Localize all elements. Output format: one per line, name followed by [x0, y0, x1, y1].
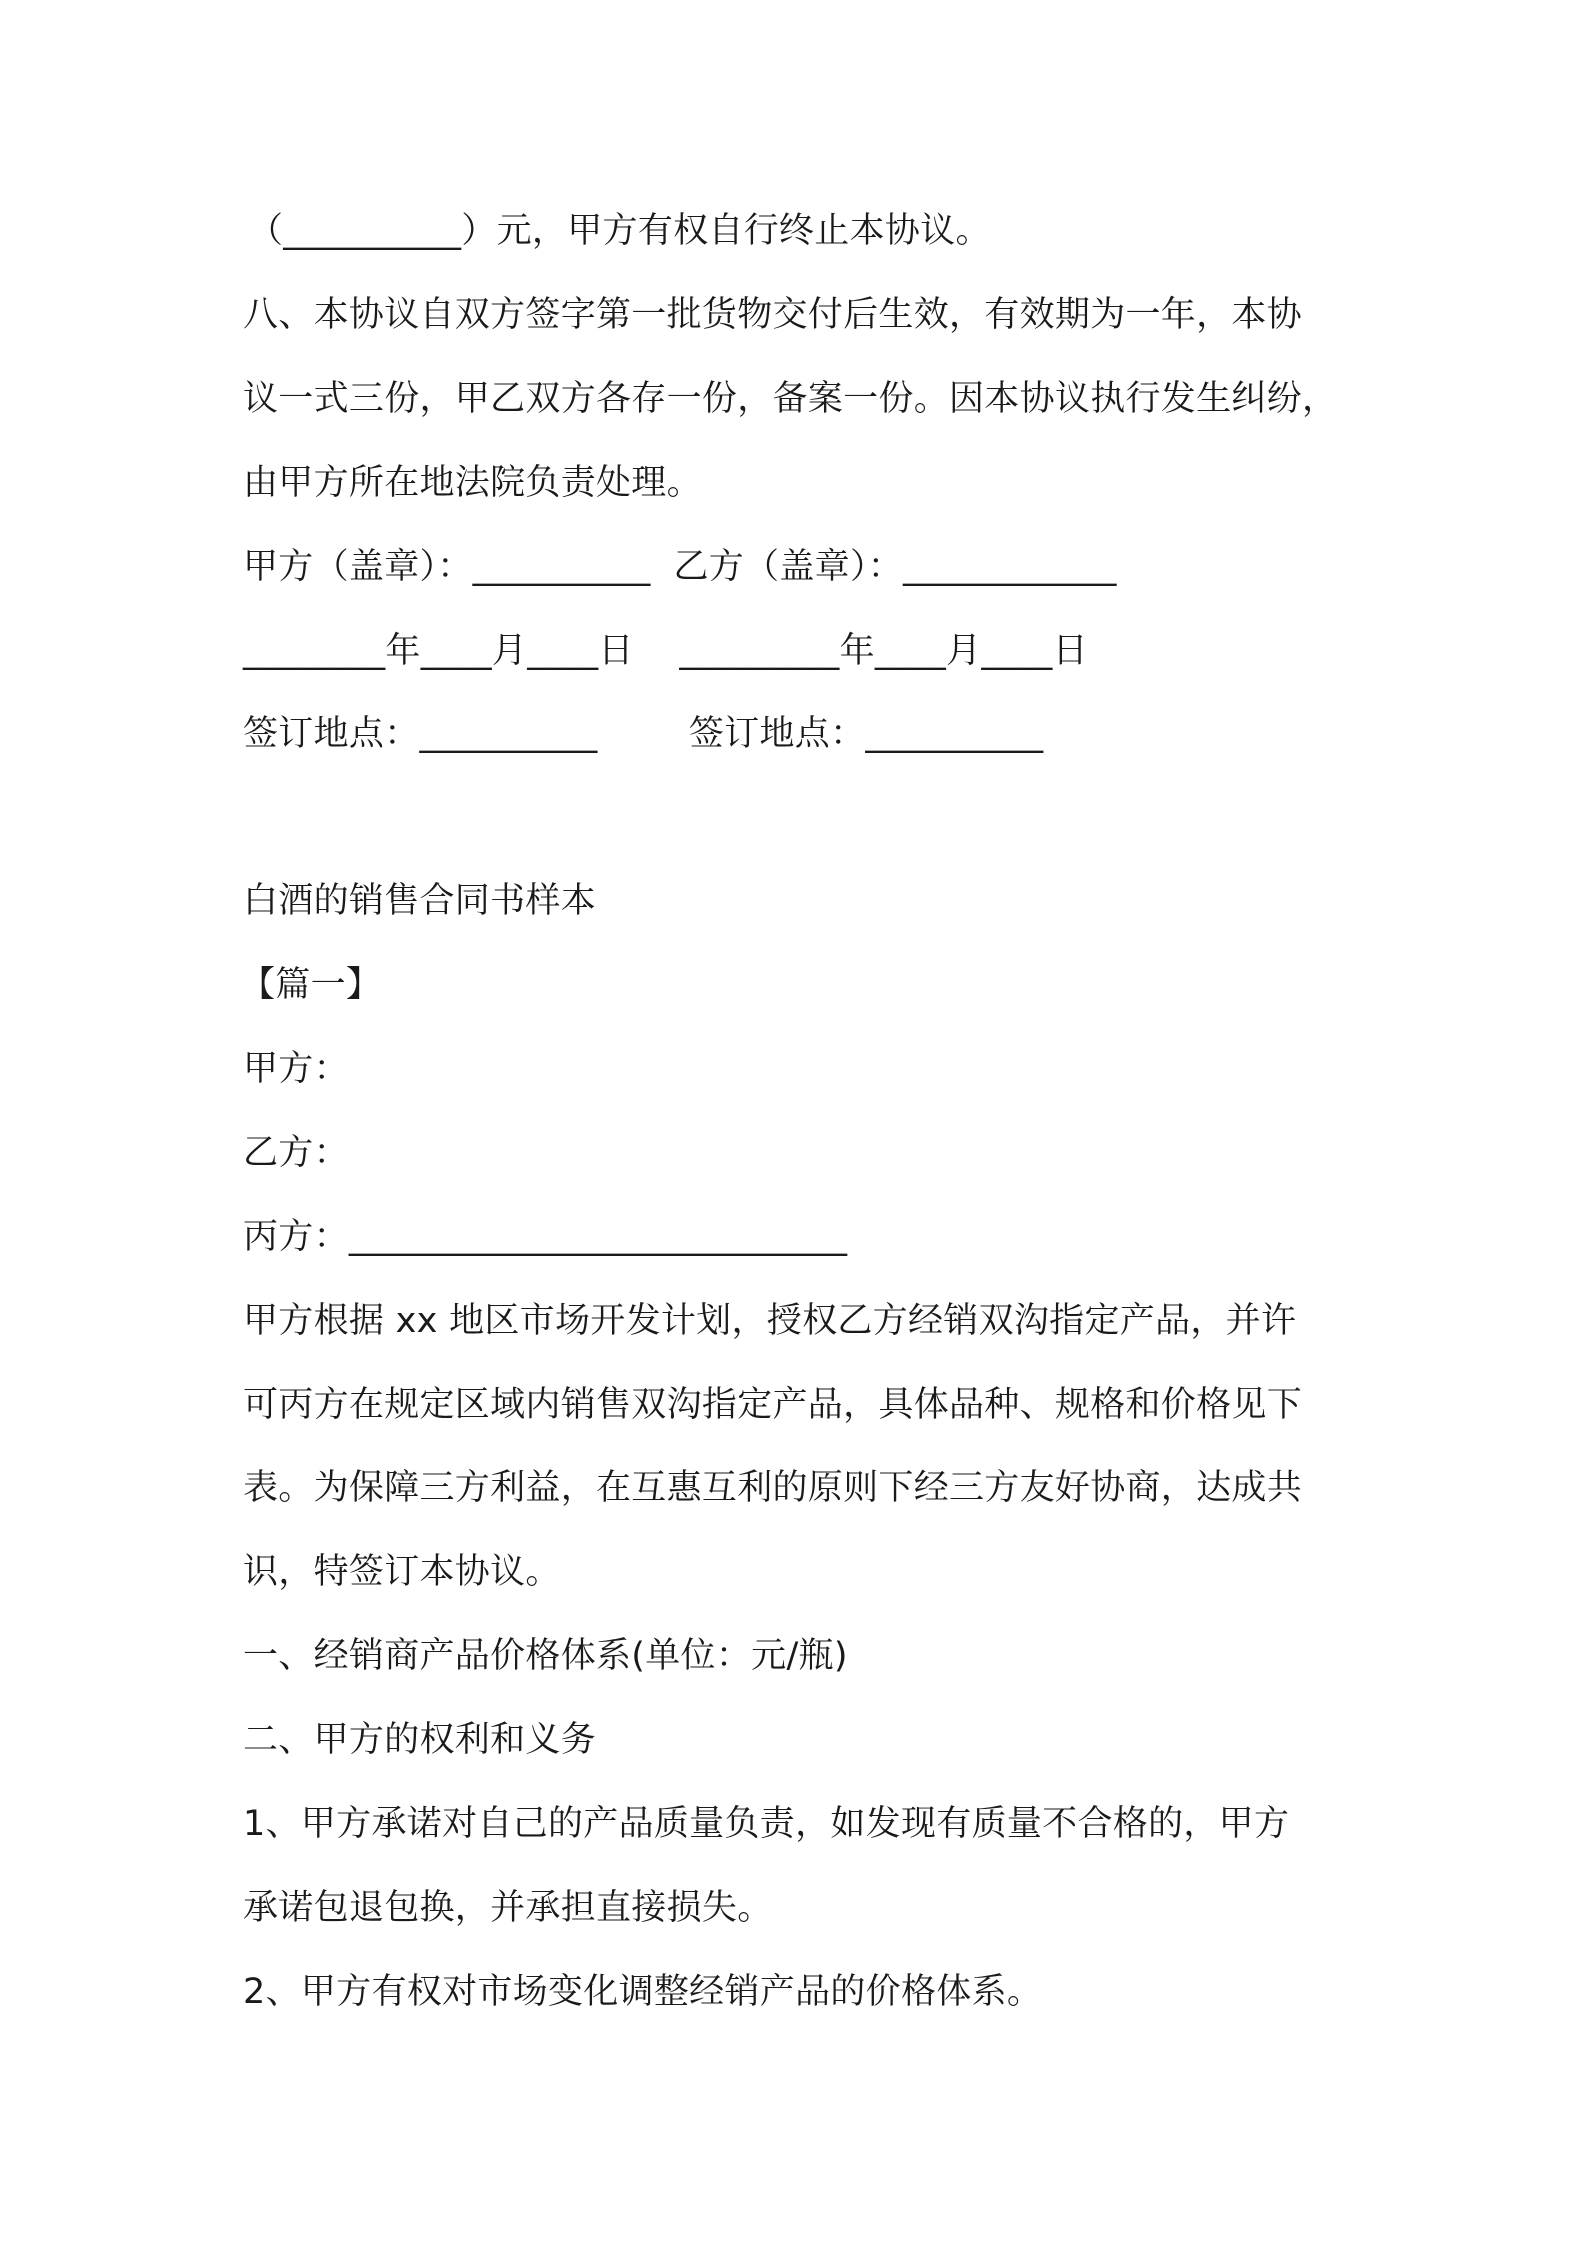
signature-date-line: ________年____月____日 _________年____月____日: [243, 631, 1088, 671]
item-1-line-1: 1、甲方承诺对自己的产品质量负责，如发现有质量不合格的，甲方: [243, 1804, 1290, 1844]
clause-8-line-1: 八、本协议自双方签字第一批货物交付后生效，有效期为一年，本协: [243, 295, 1303, 335]
chapter-label: 【篇一】: [240, 965, 382, 1005]
party-c-label: 丙方：____________________________: [243, 1217, 848, 1257]
clause-7-tail: （__________）元，甲方有权自行终止本协议。: [248, 211, 991, 251]
clause-8-line-3: 由甲方所在地法院负责处理。: [243, 463, 702, 503]
price-system-heading: 一、经销商产品价格体系(单位：元/瓶): [243, 1636, 848, 1676]
item-2-line-1: 2、甲方有权对市场变化调整经销产品的价格体系。: [243, 1972, 1043, 2012]
item-1-line-2: 承诺包退包换，并承担直接损失。: [243, 1888, 773, 1928]
preamble-line-3: 表。为保障三方利益，在互惠互利的原则下经三方友好协商，达成共: [243, 1468, 1303, 1508]
preamble-line-4: 识，特签订本协议。: [243, 1552, 561, 1592]
preamble-line-2: 可丙方在规定区域内销售双沟指定产品，具体品种、规格和价格见下: [243, 1385, 1303, 1425]
party-b-label: 乙方：: [243, 1133, 349, 1173]
section-title: 白酒的销售合同书样本: [243, 881, 597, 921]
clause-8-line-2: 议一式三份，甲乙双方各存一份，备案一份。因本协议执行发生纠纷，: [243, 379, 1338, 419]
party-a-label: 甲方：: [243, 1049, 349, 1089]
preamble-line-1: 甲方根据 xx 地区市场开发计划，授权乙方经销双沟指定产品，并许: [243, 1301, 1297, 1341]
signature-location-line: 签订地点：__________ 签订地点：__________: [243, 714, 1044, 754]
signature-seal-line: 甲方（盖章）：__________ 乙方（盖章）：____________: [243, 547, 1117, 587]
rights-obligations-heading: 二、甲方的权利和义务: [243, 1720, 597, 1760]
